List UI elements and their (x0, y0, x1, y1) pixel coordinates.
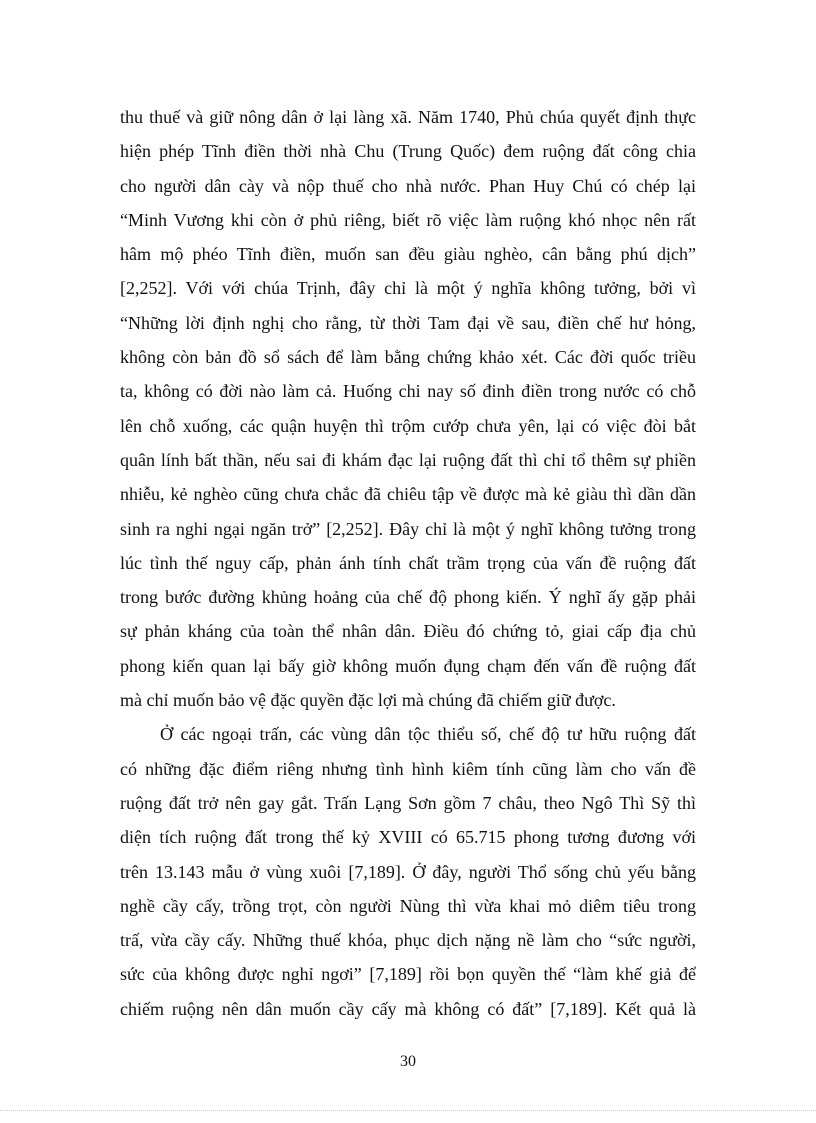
text-line: Ở các ngoại trấn, các vùng dân tộc thiểu số, chế độ tư hữu ruộng đất (160, 724, 696, 745)
text-line: diện tích ruộng đất trong thế kỷ XVIII có 65.715 phong tương đương với (120, 827, 696, 848)
text-line: có những đặc điểm riêng nhưng tình hình kiêm tính cũng làm cho vấn đề (120, 758, 696, 779)
text-line: “Minh Vương khi còn ở phủ riêng, biết rõ việc làm ruộng khó nhọc nên rất (120, 209, 696, 230)
text-line: sự phản kháng của toàn thể nhân dân. Điều đó chứng tỏ, giai cấp địa chủ (120, 621, 696, 642)
text-line: trên 13.143 mẫu ở vùng xuôi [7,189]. Ở đây, người Thổ sống chủ yếu bằng (120, 861, 696, 882)
text-line: chiếm ruộng nên dân muốn cầy cấy mà không có đất” [7,189]. Kết quả là (120, 998, 696, 1019)
text-line: ta, không có đời nào làm cả. Huống chi nay số đinh điền trong nước có chỗ (120, 381, 696, 402)
text-line: [2,252]. Với với chúa Trịnh, đây chỉ là một ý nghĩa không tưởng, bởi vì (120, 278, 696, 299)
text-line: cho người dân cày và nộp thuế cho nhà nước. Phan Huy Chú có chép lại (120, 175, 696, 196)
page-bottom-divider (0, 1110, 816, 1111)
text-line: mà chỉ muốn bảo vệ đặc quyền đặc lợi mà chúng đã chiếm giữ được. (120, 690, 616, 711)
text-line: sức của không được nghỉ ngơi” [7,189] rồi bọn quyền thế “làm khế giả để (120, 964, 696, 985)
body-text (120, 100, 696, 1026)
text-line: nghề cầy cấy, trồng trọt, còn người Nùng thì vừa khai mỏ diêm tiêu trong (120, 895, 696, 916)
text-line: trấ, vừa cầy cấy. Những thuế khóa, phục dịch nặng nề làm cho “sức người, (120, 930, 696, 951)
text-line: trong bước đường khủng hoảng của chế độ phong kiến. Ý nghĩ ấy gặp phải (120, 587, 696, 608)
text-line: không còn bản đồ sổ sách để làm bằng chứng khảo xét. Các đời quốc triều (120, 347, 696, 368)
text-line: nhiễu, kẻ nghèo cũng chưa chắc đã chiêu tập về được mà kẻ giàu thì dần dần (120, 484, 696, 505)
text-line: phong kiến quan lại bấy giờ không muốn đụng chạm đến vấn đề ruộng đất (120, 655, 696, 676)
text-line: “Những lời định nghị cho rằng, từ thời Tam đại về sau, điền chế hư hỏng, (120, 312, 696, 333)
page-number: 30 (400, 1053, 416, 1070)
text-line: thu thuế và giữ nông dân ở lại làng xã. Năm 1740, Phủ chúa quyết định thực (120, 107, 696, 127)
text-line: quân lính bất thần, nếu sai đi khám đạc lại ruộng đất thì chỉ tổ thêm sự phiền (120, 449, 696, 470)
text-line: hiện phép Tĩnh điền thời nhà Chu (Trung Quốc) đem ruộng đất công chia (120, 141, 696, 162)
text-line: lên chỗ xuống, các quận huyện thì trộm cướp chưa yên, lại có việc đòi bắt (120, 415, 696, 436)
paragraph (120, 717, 696, 1026)
paragraph (120, 100, 696, 717)
text-line: sinh ra nghi ngại ngăn trở” [2,252]. Đây chỉ là một ý nghĩ không tưởng trong (120, 518, 696, 539)
text-line: lúc tình thế nguy cấp, phản ánh tính chất trầm trọng của vấn đề ruộng đất (120, 552, 696, 573)
text-line: ruộng đất trở nên gay gắt. Trấn Lạng Sơn gồm 7 châu, theo Ngô Thì Sỹ thì (120, 792, 696, 813)
text-line: hâm mộ phéo Tĩnh điền, muốn san đều giàu nghèo, cân bằng phú dịch” (120, 244, 696, 265)
